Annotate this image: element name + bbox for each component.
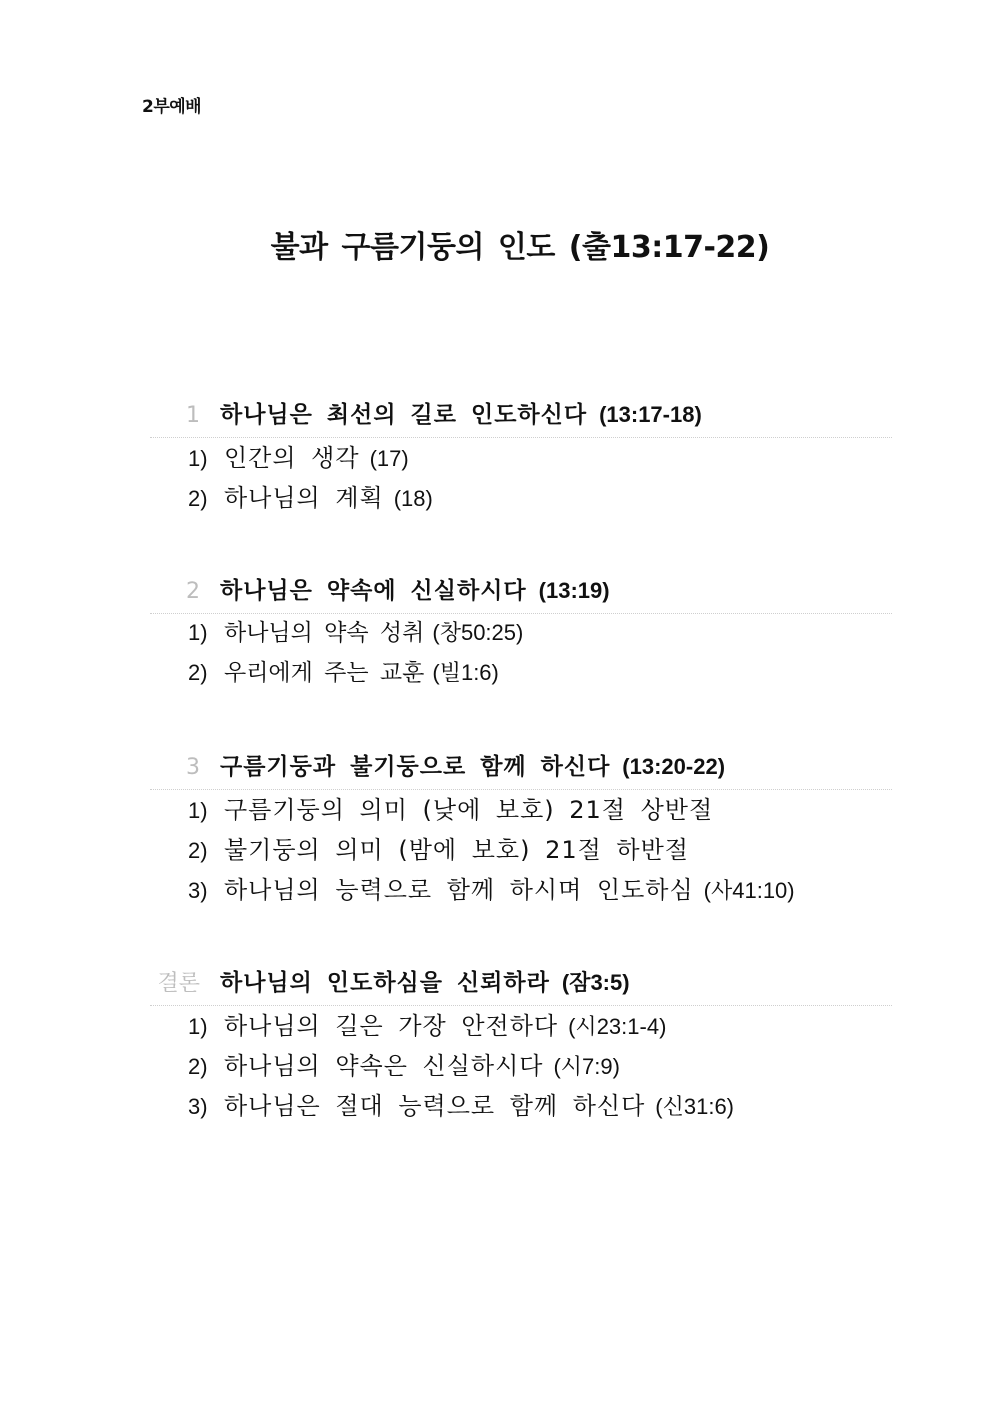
point-list — [150, 614, 892, 694]
item-text: 하나님의 능력으로 함께 하시며 인도하심 — [224, 876, 694, 904]
section-heading — [150, 748, 892, 790]
point-list — [150, 438, 892, 518]
item-reference: (창50:25) — [432, 620, 524, 645]
section-2 — [150, 572, 892, 694]
section-reference: (잠3:5) — [561, 970, 630, 995]
section-heading — [150, 572, 892, 614]
item-number: 1) — [188, 446, 208, 471]
section-title: 하나님은 최선의 길로 인도하신다 — [220, 402, 588, 428]
item-reference: (시23:1-4) — [568, 1014, 667, 1039]
section-3 — [150, 748, 892, 910]
item-reference: (시7:9) — [553, 1054, 620, 1079]
item-text: 인간의 생각 — [224, 444, 360, 472]
section-reference: (13:19) — [538, 578, 610, 603]
item-text: 불기둥의 의미 (밤에 보호) 21절 하반절 — [224, 836, 689, 864]
section-heading — [150, 396, 892, 438]
list-item — [150, 1006, 892, 1046]
item-text: 하나님의 길은 가장 안전하다 — [224, 1012, 559, 1040]
item-number: 3) — [188, 1094, 208, 1119]
section-title: 구름기둥과 불기둥으로 함께 하신다 — [220, 754, 611, 780]
list-item — [150, 438, 892, 478]
list-item — [150, 1086, 892, 1126]
list-item — [150, 654, 892, 694]
section-conclusion — [150, 964, 892, 1126]
section-reference: (13:17-18) — [599, 402, 702, 427]
section-number: 결론 — [157, 971, 200, 996]
list-item — [150, 870, 892, 910]
item-number: 2) — [188, 486, 208, 511]
section-heading — [150, 964, 892, 1006]
item-reference: (17) — [369, 446, 409, 471]
item-number: 2) — [188, 838, 208, 863]
service-label: 2부예배 — [142, 97, 202, 117]
item-reference: (사41:10) — [703, 878, 795, 903]
item-text: 하나님의 약속 성취 — [224, 620, 425, 646]
section-reference: (13:20-22) — [622, 754, 726, 779]
item-number: 2) — [188, 660, 208, 685]
list-item — [150, 478, 892, 518]
item-reference: (18) — [393, 486, 433, 511]
section-number: 3 — [186, 755, 200, 780]
item-text: 하나님은 절대 능력으로 함께 하신다 — [224, 1092, 646, 1120]
item-number: 2) — [188, 1054, 208, 1079]
point-list — [150, 790, 892, 910]
point-list — [150, 1006, 892, 1126]
list-item — [150, 830, 892, 870]
list-item — [150, 614, 892, 654]
item-number: 1) — [188, 620, 208, 645]
item-number: 1) — [188, 798, 208, 823]
section-title: 하나님은 약속에 신실하시다 — [220, 578, 527, 604]
item-reference: (신31:6) — [655, 1094, 735, 1119]
item-reference: (빌1:6) — [432, 660, 499, 685]
item-text: 하나님의 계획 — [224, 484, 384, 512]
item-text: 구름기둥의 의미 (낮에 보호) 21절 상반절 — [224, 796, 714, 824]
item-text: 우리에게 주는 교훈 — [224, 660, 425, 686]
section-number: 1 — [186, 403, 200, 428]
item-number: 3) — [188, 878, 208, 903]
item-text: 하나님의 약속은 신실하시다 — [224, 1052, 544, 1080]
list-item — [150, 790, 892, 830]
section-number: 2 — [186, 579, 200, 604]
list-item — [150, 1046, 892, 1086]
sermon-title: 불과 구름기둥의 인도 (출13:17-22) — [270, 230, 770, 265]
section-title: 하나님의 인도하심을 신뢰하라 — [220, 970, 550, 996]
item-number: 1) — [188, 1014, 208, 1039]
section-1 — [150, 396, 892, 518]
